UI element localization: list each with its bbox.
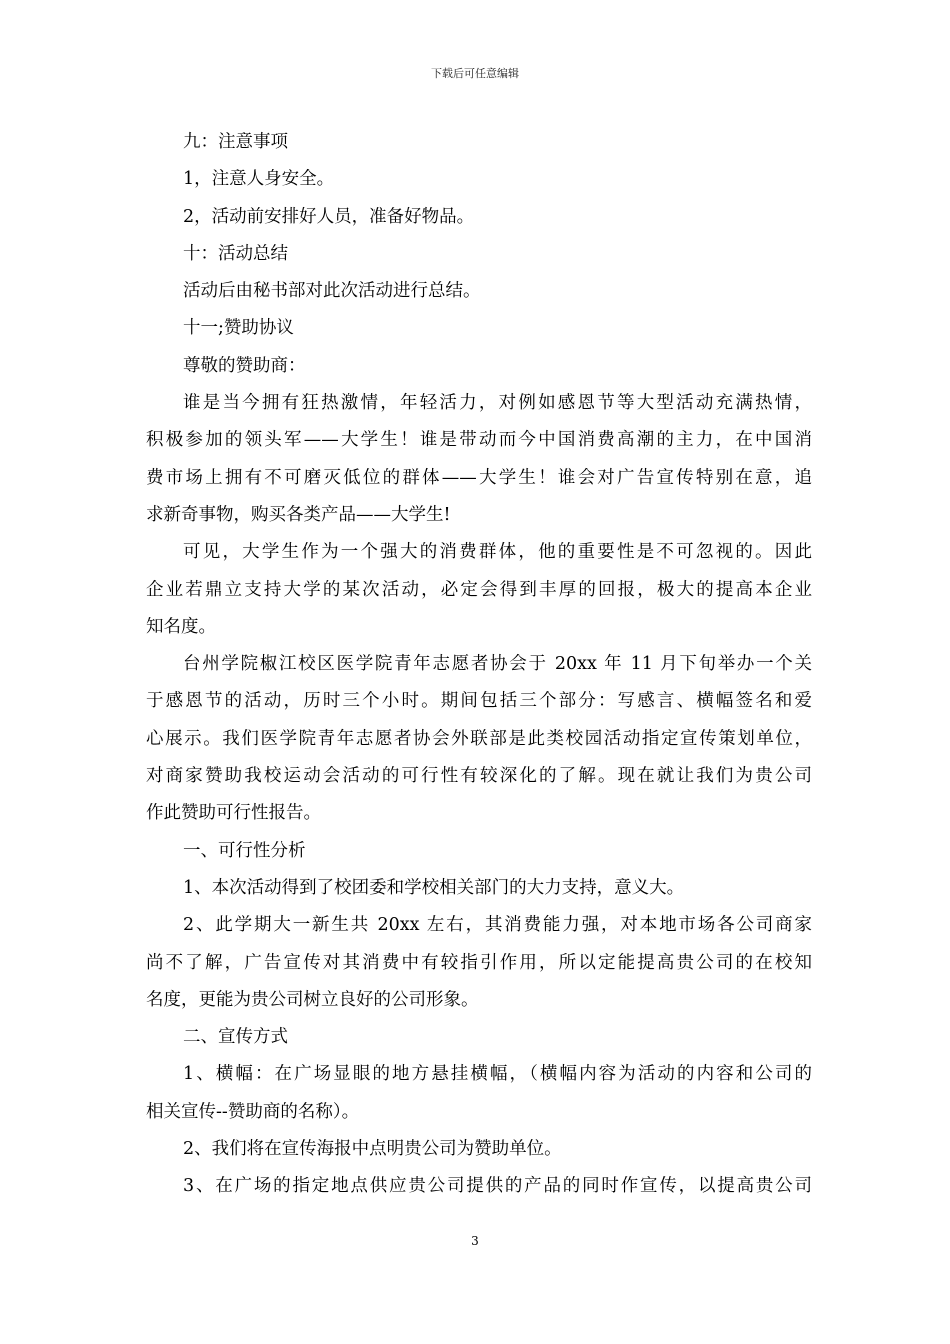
paragraph-line: 知名度。 <box>146 616 216 637</box>
paragraph-line: 相关宣传--赞助商的名称）。 <box>146 1101 360 1122</box>
list-item: 1、横幅：在广场显眼的地方悬挂横幅，（横幅内容为活动的内容和公司的 <box>183 1064 812 1085</box>
paragraph-line: 对商家赞助我校运动会活动的可行性有较深化的了解。现在就让我们为贵公司 <box>146 766 812 787</box>
page-header: 下载后可任意编辑 <box>431 67 519 80</box>
section-heading-sponsorship: 十一;赞助协议 <box>183 318 294 339</box>
paragraph-line: 谁是当今拥有狂热激情，年轻活力，对例如感恩节等大型活动充满热情， <box>183 393 812 414</box>
paragraph-line: 尚不了解，广告宣传对其消费中有较指引作用，所以定能提高贵公司的在校知 <box>146 952 812 973</box>
paragraph-line: 积极参加的领头军——大学生！谁是带动而今中国消费高潮的主力，在中国消 <box>146 430 812 451</box>
section-heading-summary: 十：活动总结 <box>183 243 288 264</box>
paragraph-line: 心展示。我们医学院青年志愿者协会外联部是此类校园活动指定宣传策划单位， <box>146 728 812 749</box>
section-heading-promotion: 二、宣传方式 <box>183 1027 288 1048</box>
list-item: 1，注意人身安全。 <box>183 169 335 190</box>
salutation: 尊敬的赞助商： <box>183 355 306 376</box>
paragraph-line: 名度，更能为贵公司树立良好的公司形象。 <box>146 989 479 1010</box>
paragraph-line: 台州学院椒江校区医学院青年志愿者协会于 20xx 年 11 月下旬举办一个关 <box>183 654 812 675</box>
paragraph-line: 求新奇事物，购买各类产品——大学生! <box>146 504 451 525</box>
paragraph-line: 可见，大学生作为一个强大的消费群体，他的重要性是不可忽视的。因此 <box>183 542 812 563</box>
page-number: 3 <box>471 1234 479 1248</box>
list-item: 1、本次活动得到了校团委和学校相关部门的大力支持，意义大。 <box>183 877 685 898</box>
list-item: 2、此学期大一新生共 20xx 左右，其消费能力强，对本地市场各公司商家 <box>183 915 812 936</box>
paragraph-line: 企业若鼎立支持大学的某次活动，必定会得到丰厚的回报，极大的提高本企业 <box>146 579 812 600</box>
paragraph-line: 费市场上拥有不可磨灭低位的群体——大学生！谁会对广告宣传特别在意，追 <box>146 467 812 488</box>
section-heading-feasibility: 一、可行性分析 <box>183 840 306 861</box>
paragraph-line: 作此赞助可行性报告。 <box>146 803 321 824</box>
list-item: 3、在广场的指定地点供应贵公司提供的产品的同时作宣传，以提高贵公司 <box>183 1176 812 1197</box>
paragraph-line: 于感恩节的活动，历时三个小时。期间包括三个部分：写感言、横幅签名和爱 <box>146 691 812 712</box>
section-heading-notes: 九：注意事项 <box>183 132 288 152</box>
paragraph-line: 活动后由秘书部对此次活动进行总结。 <box>183 281 481 302</box>
list-item: 2，活动前安排好人员，准备好物品。 <box>183 206 475 227</box>
list-item: 2、我们将在宣传海报中点明贵公司为赞助单位。 <box>183 1139 562 1160</box>
document-body <box>146 124 812 1206</box>
